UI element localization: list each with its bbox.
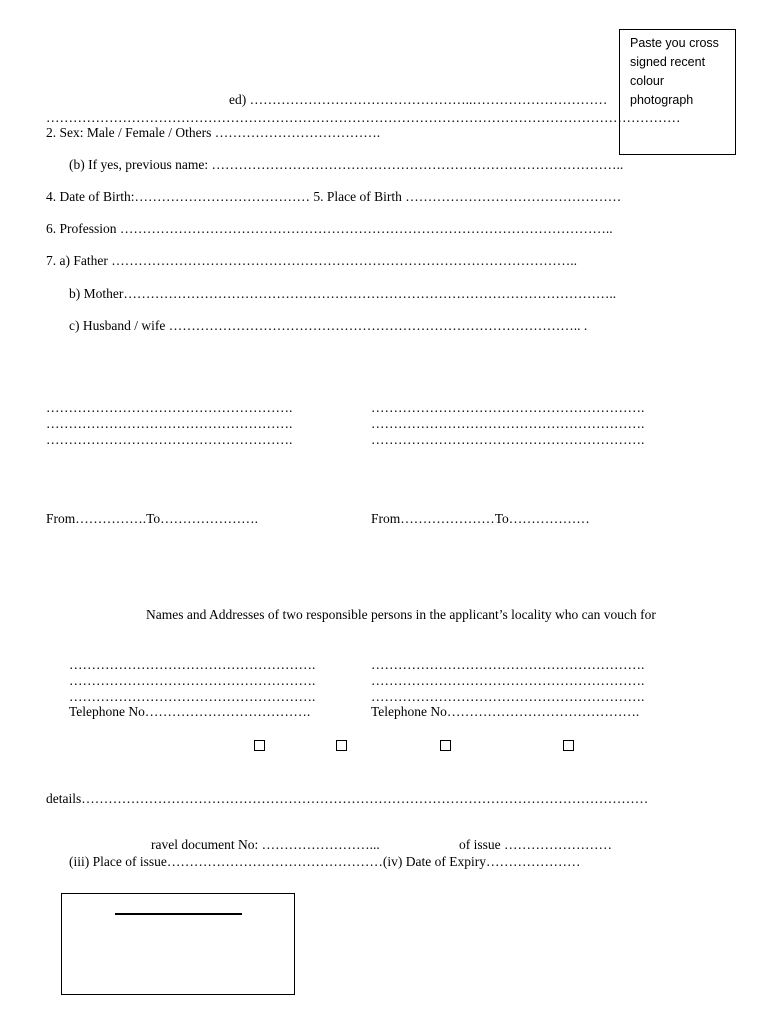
address-left-line: ………………………………………………. bbox=[46, 432, 293, 447]
checkbox-2[interactable] bbox=[336, 740, 347, 751]
line-dots: …………………………………………………………………………………………………………………………… bbox=[46, 110, 681, 125]
referee-left-line: ………………………………………………. bbox=[69, 657, 316, 672]
referee-left-line: ………………………………………………. bbox=[69, 673, 316, 688]
travel-document-number: ravel document No: ……………………... bbox=[151, 837, 380, 852]
address-right-line: ……………………………………………………. bbox=[371, 432, 645, 447]
from-to-right: From…………………To……………… bbox=[371, 511, 590, 526]
address-left-line: ………………………………………………. bbox=[46, 400, 293, 415]
photo-instruction: Paste you cross signed recent colour photograph bbox=[630, 36, 719, 107]
referee-left-telephone: Telephone No………………………………. bbox=[69, 704, 311, 719]
referee-left-line: ………………………………………………. bbox=[69, 689, 316, 704]
referee-right-line: ……………………………………………………. bbox=[371, 657, 645, 672]
referee-right-telephone: Telephone No……………………………………. bbox=[371, 704, 640, 719]
spouse-field: c) Husband / wife ……………………………………………………………………………….. . bbox=[69, 318, 588, 333]
father-field: 7. a) Father ………………………………………………………………………………………….. bbox=[46, 253, 577, 268]
checkbox-3[interactable] bbox=[440, 740, 451, 751]
address-left-line: ………………………………………………. bbox=[46, 416, 293, 431]
address-right-line: ……………………………………………………. bbox=[371, 400, 645, 415]
signature-line bbox=[115, 913, 242, 915]
details-field: details……………………………………………………………………………………………………………… bbox=[46, 791, 649, 806]
referee-right-line: ……………………………………………………. bbox=[371, 689, 645, 704]
mother-field: b) Mother……………………………………………………………………………………………….. bbox=[69, 286, 617, 301]
date-of-issue: of issue …………………… bbox=[459, 837, 612, 852]
photo-box bbox=[619, 29, 736, 155]
previous-name-field: (b) If yes, previous name: ……………………………………………………………………………….. bbox=[69, 157, 624, 172]
checkbox-4[interactable] bbox=[563, 740, 574, 751]
checkbox-1[interactable] bbox=[254, 740, 265, 751]
address-right-line: ……………………………………………………. bbox=[371, 416, 645, 431]
referee-right-line: ……………………………………………………. bbox=[371, 673, 645, 688]
sex-field: 2. Sex: Male / Female / Others ………………………………. bbox=[46, 125, 381, 140]
place-expiry-field: (iii) Place of issue…………………………………………(iv) Date of Expiry………………… bbox=[69, 854, 581, 869]
from-to-left: From…………….To…………………. bbox=[46, 511, 259, 526]
birth-field: 4. Date of Birth:………………………………… 5. Place of Birth ………………………………………… bbox=[46, 189, 622, 204]
line-name-ed: ed) …………………………………………..………………………… bbox=[229, 92, 608, 107]
profession-field: 6. Profession ……………………………………………………………………………………………….. bbox=[46, 221, 613, 236]
signature-box bbox=[61, 893, 295, 995]
referees-heading: Names and Addresses of two responsible persons in the applicant’s locality who can vouch for bbox=[146, 607, 656, 622]
